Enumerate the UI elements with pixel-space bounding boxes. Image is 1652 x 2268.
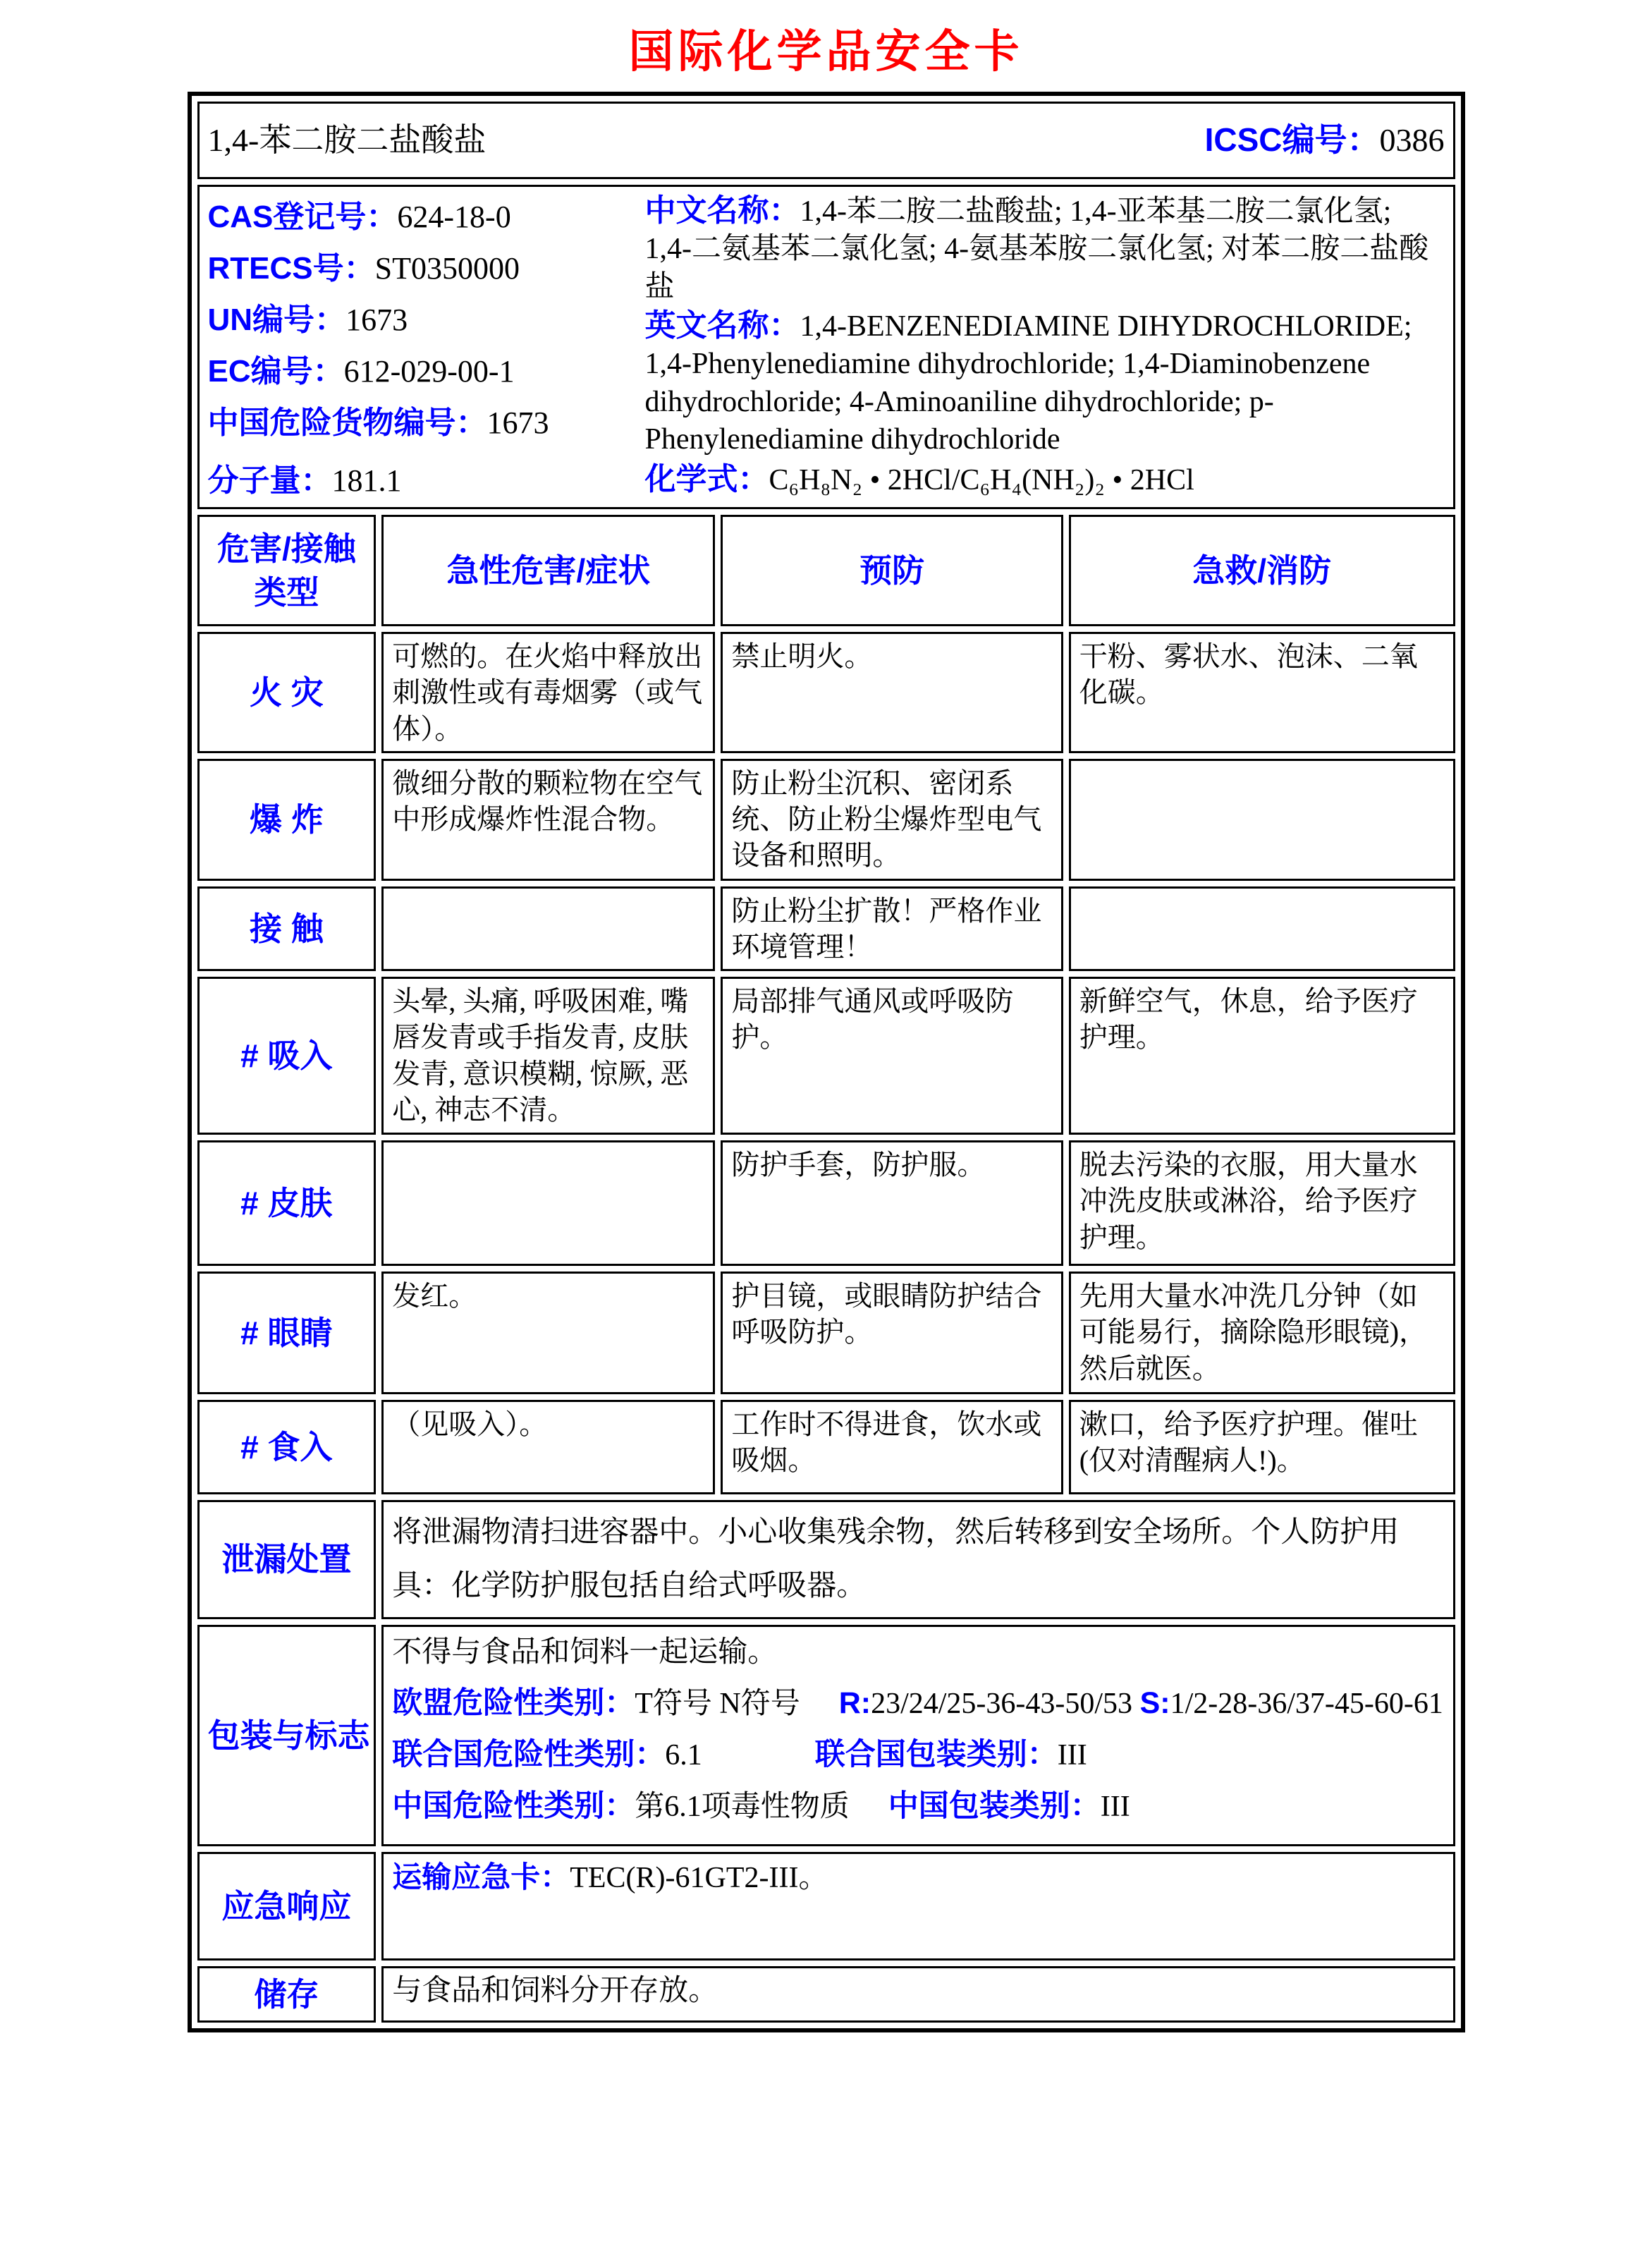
hazard-row-eyes bbox=[197, 1272, 1455, 1394]
eyes-response: 先用大量水冲洗几分钟（如可能易行，摘除隐形眼镜)，然后就医。 bbox=[1069, 1272, 1455, 1394]
packaging-row-label: 包装与标志 bbox=[197, 1625, 377, 1846]
info-row bbox=[197, 185, 1455, 509]
identifier-list bbox=[208, 191, 645, 503]
un-value: 1673 bbox=[345, 303, 408, 338]
icsc-number-group bbox=[1205, 119, 1445, 161]
hazard-row-explosion bbox=[197, 759, 1455, 881]
page-title: 国际化学品安全卡 bbox=[628, 26, 1024, 77]
ingestion-response: 漱口，给予医疗护理。催吐(仅对清醒病人!)。 bbox=[1069, 1400, 1455, 1494]
eyes-row-label: # 眼睛 bbox=[197, 1272, 377, 1394]
cn-pack-group-label: 中国包装类别： bbox=[888, 1788, 1101, 1823]
hazard-row-skin bbox=[197, 1140, 1455, 1266]
packaging-row bbox=[197, 1625, 1455, 1846]
emergency-content bbox=[381, 1852, 1455, 1961]
ec-value: 612-029-00-1 bbox=[343, 354, 515, 389]
packaging-content bbox=[381, 1625, 1455, 1846]
formula-value: C₆H₈N₂ • 2HCl/C₆H₄(NH₂)₂ • 2HCl bbox=[769, 464, 1194, 497]
un-pack-group-value: III bbox=[1057, 1739, 1087, 1772]
header-first-aid: 急救/消防 bbox=[1069, 515, 1455, 626]
formula-label: 化学式： bbox=[644, 462, 769, 497]
name-cell bbox=[197, 102, 1455, 179]
hazard-header-row bbox=[197, 515, 1455, 626]
cn-hazard-class-value: 第6.1项毒性物质 bbox=[635, 1790, 850, 1823]
cn-dangerous-goods-line bbox=[208, 397, 645, 449]
names-block bbox=[645, 191, 1445, 503]
name-cell-inner bbox=[208, 108, 1445, 173]
cas-value: 624-18-0 bbox=[397, 200, 511, 234]
rtecs-value: ST0350000 bbox=[374, 251, 520, 286]
icsc-value: 0386 bbox=[1379, 122, 1445, 159]
explosion-prevention: 防止粉尘沉积、密闭系统、防止粉尘爆炸型电气设备和照明。 bbox=[721, 759, 1063, 881]
un-number-line bbox=[208, 294, 645, 346]
packaging-un-line bbox=[392, 1733, 1444, 1777]
contact-response bbox=[1069, 886, 1455, 971]
r-phrases-label: R: bbox=[838, 1686, 871, 1721]
un-label: UN编号： bbox=[207, 303, 346, 338]
chemical-name: 1,4-苯二胺二盐酸盐 bbox=[207, 121, 487, 158]
inhalation-response: 新鲜空气，休息，给予医疗护理。 bbox=[1069, 977, 1455, 1135]
storage-row bbox=[197, 1966, 1455, 2023]
skin-hazards bbox=[381, 1140, 715, 1266]
r-phrases-value: 23/24/25-36-43-50/53 bbox=[871, 1688, 1133, 1721]
transport-emergency-card-label: 运输应急卡： bbox=[392, 1860, 570, 1894]
hazard-row-contact bbox=[197, 886, 1455, 971]
storage-row-label: 储存 bbox=[197, 1966, 377, 2023]
explosion-response bbox=[1069, 759, 1455, 881]
skin-row-label: # 皮肤 bbox=[197, 1140, 377, 1266]
rtecs-number-line bbox=[208, 243, 645, 294]
fire-prevention: 禁止明火。 bbox=[721, 632, 1063, 753]
explosion-hazards: 微细分散的颗粒物在空气中形成爆炸性混合物。 bbox=[381, 759, 715, 881]
icsc-label: ICSC编号： bbox=[1204, 121, 1380, 159]
formula-line bbox=[645, 460, 1445, 499]
spill-row-label: 泄漏处置 bbox=[197, 1500, 377, 1619]
contact-prevention: 防止粉尘扩散！严格作业环境管理！ bbox=[721, 886, 1063, 971]
eyes-prevention: 护目镜，或眼睛防护结合呼吸防护。 bbox=[721, 1272, 1063, 1394]
hazard-row-fire bbox=[197, 632, 1455, 753]
hazard-row-ingestion bbox=[197, 1400, 1455, 1494]
inhalation-prevention: 局部排气通风或呼吸防护。 bbox=[721, 977, 1063, 1135]
emergency-row-label: 应急响应 bbox=[197, 1852, 377, 1961]
s-phrases-label: S: bbox=[1139, 1686, 1170, 1721]
un-pack-group-label: 联合国包装类别： bbox=[814, 1738, 1058, 1772]
ec-number-line bbox=[208, 346, 645, 397]
inhalation-hazards: 头晕, 头痛, 呼吸困难, 嘴唇发青或手指发青, 皮肤发青, 意识模糊, 惊厥, 恶心, 神志不清。 bbox=[381, 977, 715, 1135]
packaging-transport-note: 不得与食品和饲料一起运输。 bbox=[392, 1636, 778, 1669]
icsc-card bbox=[188, 92, 1465, 2032]
eu-class-label: 欧盟危险性类别： bbox=[392, 1686, 635, 1721]
un-hazard-class-value: 6.1 bbox=[665, 1739, 702, 1772]
contact-row-label: 接 触 bbox=[197, 886, 377, 971]
spill-content: 将泄漏物清扫进容器中。小心收集残余物，然后转移到安全场所。个人防护用具：化学防护服包括自给式呼吸器。 bbox=[381, 1500, 1455, 1619]
ingestion-row-label: # 食入 bbox=[197, 1400, 377, 1494]
english-names-line bbox=[645, 306, 1445, 458]
name-row bbox=[197, 102, 1455, 179]
cn-pack-group-value: III bbox=[1100, 1790, 1130, 1823]
ingestion-prevention: 工作时不得进食，饮水或吸烟。 bbox=[721, 1400, 1063, 1494]
fire-hazards: 可燃的。在火焰中释放出刺激性或有毒烟雾（或气体）。 bbox=[381, 632, 715, 753]
eu-class-symbols: T符号 N符号 bbox=[635, 1688, 800, 1721]
explosion-row-label: 爆 炸 bbox=[197, 759, 377, 881]
molecular-weight-value: 181.1 bbox=[331, 463, 402, 499]
chinese-name-value: 1,4-苯二胺二盐酸盐; 1,4-亚苯基二胺二氯化氢; 1,4-二氨基苯二氯化氢; 4-氨基苯胺二氯化氢; 对苯二胺二盐酸盐 bbox=[644, 195, 1429, 303]
contact-hazards bbox=[381, 886, 715, 971]
info-cell-inner bbox=[208, 191, 1445, 503]
packaging-eu-line bbox=[392, 1681, 1444, 1726]
packaging-cn-line bbox=[392, 1784, 1444, 1829]
ingestion-hazards: （见吸入）。 bbox=[381, 1400, 715, 1494]
fire-response: 干粉、雾状水、泡沫、二氧化碳。 bbox=[1069, 632, 1455, 753]
ec-label: EC编号： bbox=[207, 354, 344, 389]
identifier-lines bbox=[208, 191, 645, 449]
header-prevention: 预防 bbox=[721, 515, 1063, 626]
cn-dangerous-goods-value: 1673 bbox=[487, 406, 549, 441]
skin-response: 脱去污染的衣服，用大量水冲洗皮肤或淋浴，给予医疗护理。 bbox=[1069, 1140, 1455, 1266]
cn-hazard-class-label: 中国危险性类别： bbox=[392, 1788, 635, 1823]
fire-row-label: 火 灾 bbox=[197, 632, 377, 753]
chinese-names-line bbox=[645, 191, 1445, 306]
molecular-weight-line bbox=[208, 459, 645, 503]
chinese-name-label: 中文名称： bbox=[644, 193, 800, 228]
storage-content: 与食品和饲料分开存放。 bbox=[381, 1966, 1455, 2023]
english-name-value: 1,4-BENZENEDIAMINE DIHYDROCHLORIDE; 1,4-Phenylenediamine dihydrochloride; 1,4-Diaminobenzene dihydrochloride; 4-Aminoaniline dihydrochloride; p-Phenylenediamine dihydrochloride bbox=[644, 310, 1412, 456]
s-phrases-value: 1/2-28-36/37-45-60-61 bbox=[1170, 1688, 1443, 1721]
hazard-row-inhalation bbox=[197, 977, 1455, 1135]
cn-dangerous-goods-label: 中国危险货物编号： bbox=[207, 406, 487, 441]
cas-number-line bbox=[208, 191, 645, 243]
inhalation-row-label: # 吸入 bbox=[197, 977, 377, 1135]
rtecs-label: RTECS号： bbox=[207, 251, 375, 286]
transport-emergency-card-value: TEC(R)-61GT2-III。 bbox=[570, 1862, 828, 1895]
info-cell bbox=[197, 185, 1455, 509]
header-hazard-type: 危害/接触类型 bbox=[197, 515, 377, 626]
page bbox=[0, 16, 1652, 2268]
english-name-label: 英文名称： bbox=[644, 307, 800, 343]
header-acute-hazards: 急性危害/症状 bbox=[381, 515, 715, 626]
molecular-weight-label: 分子量： bbox=[207, 463, 332, 499]
cas-label: CAS登记号： bbox=[207, 200, 398, 234]
emergency-row bbox=[197, 1852, 1455, 1961]
skin-prevention: 防护手套，防护服。 bbox=[721, 1140, 1063, 1266]
eyes-hazards: 发红。 bbox=[381, 1272, 715, 1394]
spill-row bbox=[197, 1500, 1455, 1619]
un-hazard-class-label: 联合国危险性类别： bbox=[392, 1738, 666, 1772]
